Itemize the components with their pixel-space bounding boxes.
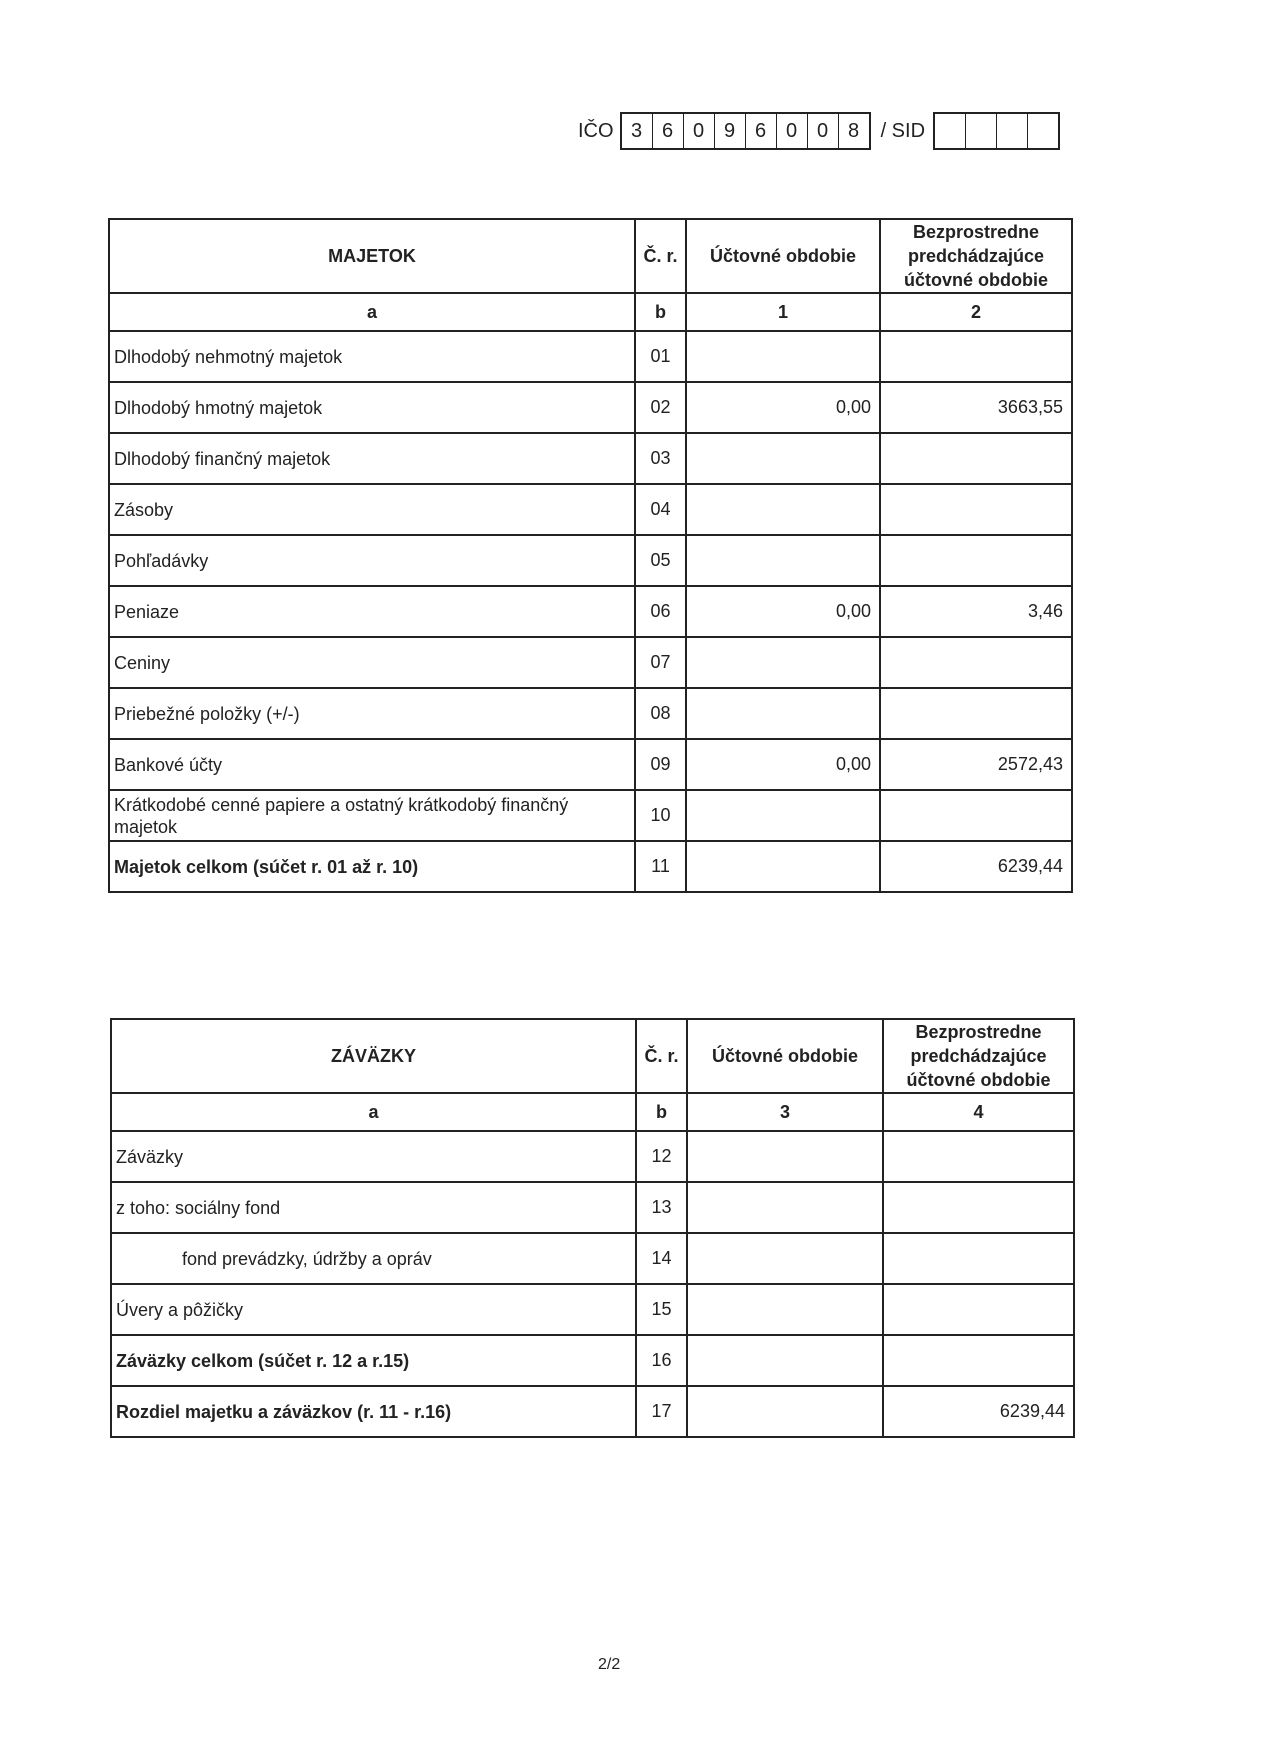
row-number: 15 (636, 1284, 687, 1335)
liabilities-title: ZÁVÄZKY (111, 1019, 636, 1093)
current-period-value (686, 637, 880, 688)
previous-period-value: 2572,43 (880, 739, 1072, 790)
table-row (109, 535, 1072, 586)
table-row (111, 1386, 1074, 1437)
liabilities-subheader-row (111, 1093, 1074, 1131)
table-row (111, 1284, 1074, 1335)
previous-period-value (880, 433, 1072, 484)
ico-digit: 3 (622, 114, 653, 148)
row-label: Záväzky celkom (súčet r. 12 a r.15) (111, 1335, 636, 1386)
table-row (109, 841, 1072, 892)
row-number: 04 (635, 484, 686, 535)
current-period-header: Účtovné obdobie (687, 1019, 883, 1093)
subheader: b (636, 1093, 687, 1131)
subheader: 1 (686, 293, 880, 331)
row-no-header: Č. r. (635, 219, 686, 293)
table-row (109, 586, 1072, 637)
row-number: 09 (635, 739, 686, 790)
subheader: 4 (883, 1093, 1074, 1131)
row-label: Majetok celkom (súčet r. 01 až r. 10) (109, 841, 635, 892)
row-label: fond prevádzky, údržby a opráv (111, 1233, 636, 1284)
previous-period-value (880, 535, 1072, 586)
previous-period-value: 6239,44 (880, 841, 1072, 892)
current-period-value (687, 1335, 883, 1386)
table-row (111, 1131, 1074, 1182)
liabilities-table (110, 1018, 1075, 1438)
ico-digit: 0 (777, 114, 808, 148)
current-period-value: 0,00 (686, 739, 880, 790)
assets-header-row (109, 219, 1072, 293)
previous-period-header: Bezprostredne predchádzajúce účtovné obdobie (880, 219, 1072, 293)
table-row (111, 1335, 1074, 1386)
ico-digit: 0 (808, 114, 839, 148)
row-label: Krátkodobé cenné papiere a ostatný krátkodobý finančný majetok (109, 790, 635, 841)
row-label: Pohľadávky (109, 535, 635, 586)
current-period-value (686, 790, 880, 841)
table-row (109, 433, 1072, 484)
page-number: 2/2 (598, 1656, 621, 1673)
ico-digit: 6 (653, 114, 684, 148)
current-period-header: Účtovné obdobie (686, 219, 880, 293)
current-period-value (687, 1284, 883, 1335)
ico-digit: 8 (848, 119, 860, 142)
table-row (109, 382, 1072, 433)
sid-digit (966, 114, 997, 148)
sid-digit-boxes (933, 112, 1060, 150)
previous-period-value (883, 1131, 1074, 1182)
sid-label: / SID (880, 119, 926, 142)
row-number: 16 (636, 1335, 687, 1386)
row-number: 03 (635, 433, 686, 484)
assets-subheader-row (109, 293, 1072, 331)
sid-digit (997, 114, 1028, 148)
table-row (111, 1182, 1074, 1233)
table-row (109, 688, 1072, 739)
table-row (109, 790, 1072, 841)
ico-digit: 0 (684, 114, 715, 148)
table-row (109, 637, 1072, 688)
subheader: b (635, 293, 686, 331)
current-period-value (686, 841, 880, 892)
previous-period-header: Bezprostredne predchádzajúce účtovné obdobie (883, 1019, 1074, 1093)
liabilities-header-row (111, 1019, 1074, 1093)
previous-period-value: 3,46 (880, 586, 1072, 637)
current-period-value (687, 1182, 883, 1233)
previous-period-value (880, 637, 1072, 688)
current-period-value (686, 688, 880, 739)
row-label: Bankové účty (109, 739, 635, 790)
current-period-value (687, 1386, 883, 1437)
previous-period-value (883, 1335, 1074, 1386)
current-period-value (687, 1131, 883, 1182)
row-label: z toho: sociálny fond (111, 1182, 636, 1233)
previous-period-value (883, 1182, 1074, 1233)
ico-sid-header (578, 113, 1060, 149)
current-period-value (687, 1233, 883, 1284)
previous-period-value (880, 484, 1072, 535)
row-number: 13 (636, 1182, 687, 1233)
row-number: 02 (635, 382, 686, 433)
previous-period-value (880, 331, 1072, 382)
previous-period-value: 6239,44 (883, 1386, 1074, 1437)
row-number: 08 (635, 688, 686, 739)
current-period-value (686, 433, 880, 484)
previous-period-value (883, 1233, 1074, 1284)
previous-period-value (880, 790, 1072, 841)
current-period-value (686, 331, 880, 382)
row-label: Ceniny (109, 637, 635, 688)
row-number: 17 (636, 1386, 687, 1437)
row-number: 12 (636, 1131, 687, 1182)
ico-digit: 9 (715, 114, 746, 148)
previous-period-value (880, 688, 1072, 739)
sid-digit (1028, 114, 1058, 148)
table-row (109, 331, 1072, 382)
table-row (111, 1233, 1074, 1284)
row-label: Dlhodobý finančný majetok (109, 433, 635, 484)
sid-digit (935, 114, 966, 148)
subheader: a (109, 293, 635, 331)
table-row (109, 484, 1072, 535)
previous-period-value (883, 1284, 1074, 1335)
row-label: Dlhodobý nehmotný majetok (109, 331, 635, 382)
ico-digit: 6 (746, 114, 777, 148)
ico-label: IČO (578, 119, 614, 142)
row-number: 01 (635, 331, 686, 382)
current-period-value (686, 484, 880, 535)
ico-digit-boxes (620, 112, 871, 150)
row-label: Rozdiel majetku a záväzkov (r. 11 - r.16) (111, 1386, 636, 1437)
row-label: Zásoby (109, 484, 635, 535)
current-period-value: 0,00 (686, 586, 880, 637)
row-label: Peniaze (109, 586, 635, 637)
subheader: a (111, 1093, 636, 1131)
row-number: 06 (635, 586, 686, 637)
row-no-header: Č. r. (636, 1019, 687, 1093)
previous-period-value: 3663,55 (880, 382, 1072, 433)
subheader: 3 (687, 1093, 883, 1131)
row-label: Priebežné položky (+/-) (109, 688, 635, 739)
row-label: Úvery a pôžičky (111, 1284, 636, 1335)
row-number: 05 (635, 535, 686, 586)
subheader: 2 (880, 293, 1072, 331)
row-number: 14 (636, 1233, 687, 1284)
assets-title: MAJETOK (109, 219, 635, 293)
row-label: Záväzky (111, 1131, 636, 1182)
current-period-value: 0,00 (686, 382, 880, 433)
row-label: Dlhodobý hmotný majetok (109, 382, 635, 433)
row-number: 11 (635, 841, 686, 892)
row-number: 07 (635, 637, 686, 688)
row-number: 10 (635, 790, 686, 841)
assets-table (108, 218, 1073, 893)
table-row (109, 739, 1072, 790)
current-period-value (686, 535, 880, 586)
